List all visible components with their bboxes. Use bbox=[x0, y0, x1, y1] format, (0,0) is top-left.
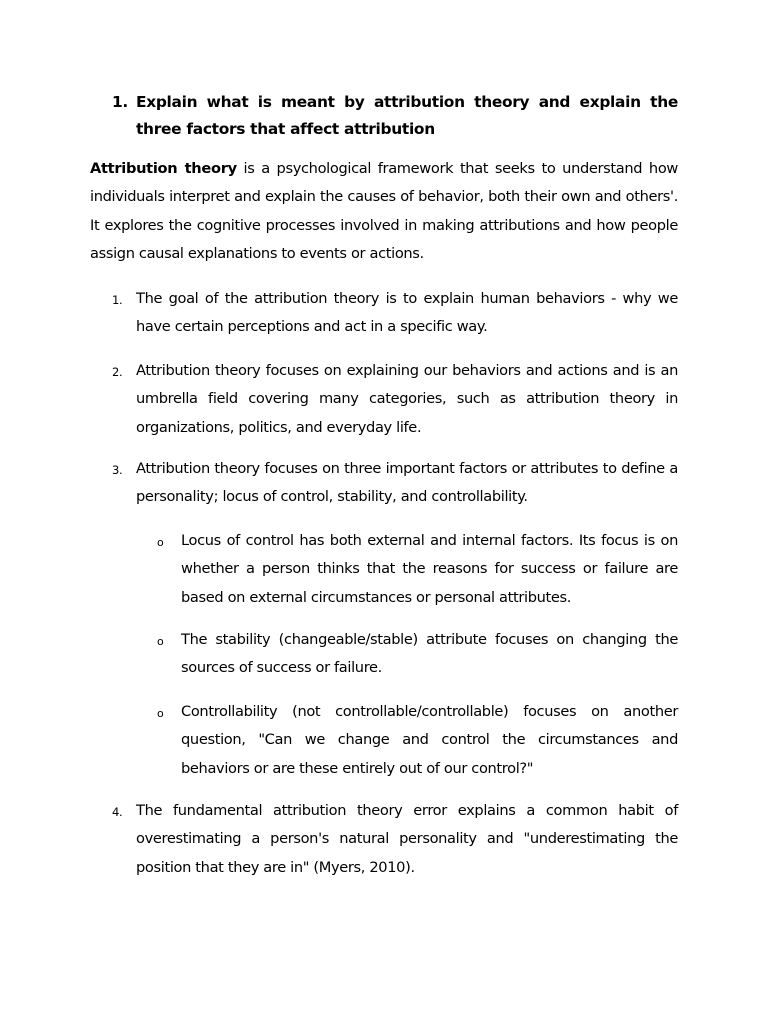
question-heading bbox=[112, 89, 678, 143]
list-item-text: Attribution theory focuses on explaining our behaviors and actions and is an umbrella field covering many categories, such as attribution theory in organizations, politics, and everyday life. bbox=[136, 362, 678, 436]
list-item bbox=[112, 797, 678, 882]
sub-list-item bbox=[157, 698, 678, 783]
question-number: 1. bbox=[112, 93, 128, 111]
hollow-circle-bullet-icon: o bbox=[157, 635, 164, 648]
intro-text: is a psychological framework that seeks to understand how individuals interpret and explain the causes of behavior, both their own and others'. It explores the cognitive processes involved in making attributions and how people assign causal explanations to events or actions. bbox=[90, 160, 679, 262]
hollow-circle-bullet-icon: o bbox=[157, 536, 164, 549]
list-item bbox=[112, 285, 678, 342]
list-item-number: 4. bbox=[112, 805, 123, 819]
hollow-circle-bullet-icon: o bbox=[157, 707, 164, 720]
list-item-number: 1. bbox=[112, 293, 123, 307]
list-item-text: The goal of the attribution theory is to explain human behaviors - why we have certain perceptions and act in a specific way. bbox=[136, 290, 678, 336]
intro-paragraph bbox=[90, 155, 678, 268]
sub-list-item bbox=[157, 626, 678, 683]
list-item bbox=[112, 357, 678, 442]
list-item-number: 3. bbox=[112, 463, 123, 477]
list-item-text: The fundamental attribution theory error explains a common habit of overestimating a person's natural personality and "underestimating the position that they are in" (Myers, 2010). bbox=[136, 802, 678, 876]
question-text: Explain what is meant by attribution theory and explain the three factors that affect attribution bbox=[136, 93, 678, 138]
sub-list-item-text: Locus of control has both external and internal factors. Its focus is on whether a person thinks that the reasons for success or failure are based on external circumstances or personal attributes. bbox=[181, 532, 678, 606]
sub-list-item-text: The stability (changeable/stable) attribute focuses on changing the sources of success or failure. bbox=[181, 631, 678, 677]
sub-list-item bbox=[157, 527, 678, 612]
list-item bbox=[112, 455, 678, 512]
list-item-number: 2. bbox=[112, 365, 123, 379]
list-item-text: Attribution theory focuses on three important factors or attributes to define a personality; locus of control, stability, and controllability. bbox=[136, 460, 678, 506]
sub-list-item-text: Controllability (not controllable/controllable) focuses on another question, "Can we change and control the circumstances and behaviors or are these entirely out of our control?" bbox=[181, 703, 678, 777]
intro-term: Attribution theory bbox=[90, 160, 237, 177]
